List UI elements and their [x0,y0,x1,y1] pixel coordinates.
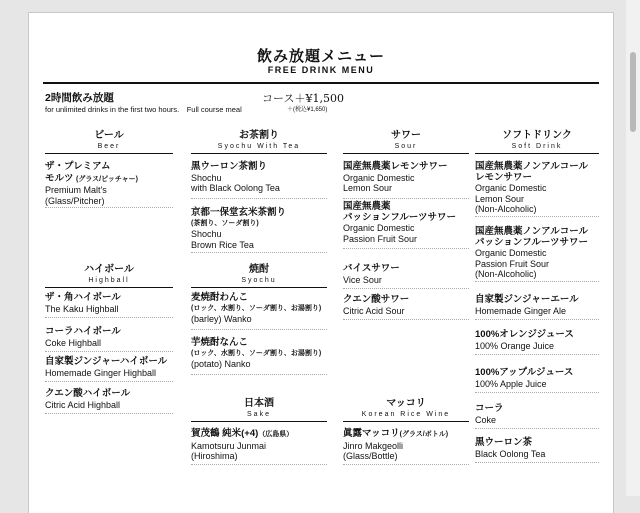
item-name-jp: 自家製ジンジャーハイボール [45,356,168,367]
item-name-en: (barley) Wanko [191,314,252,324]
item-name-en: Jinro Makgeolli [343,440,404,451]
item-note: (グラス/ピッチャー) [76,175,138,183]
section-subtitle: Beer [45,142,173,154]
item-name-en: Homemade Ginger Ale [475,305,567,316]
item-name-jp: パッションフルーツサワー [343,211,457,223]
item-name-en: Coke Highball [45,337,102,348]
menu-item-jinro-makgeolli [343,428,469,465]
menu-item-vice-sour [343,264,469,289]
scrollbar[interactable] [626,0,640,496]
menu-item-black-oolong-tea [475,438,599,463]
item-name-jp: クエン酸ハイボール [45,388,131,399]
item-name-en: Citric Acid Sour [343,305,405,316]
menu-item-wanko [191,293,327,330]
section-soft-drink [475,130,599,154]
item-name-en: 100% Orange Juice [475,340,555,351]
item-name-en: Organic Domestic [475,183,547,193]
course-tax: ＋(税込¥1,650) [287,107,328,113]
menu-item-coke [475,404,599,429]
item-name-en: (Non-Alcoholic) [475,269,537,279]
item-name-en: Black Oolong Tea [475,448,546,459]
course-price: コース＋¥1,500 [262,92,344,105]
section-title: ソフトドリンク [502,130,572,141]
section-title: お茶割り [239,130,279,141]
item-name-jp: レモンサワー [475,171,533,183]
item-name-en: Lemon Sour [475,193,525,204]
item-name-en: Shochu [191,229,222,239]
item-name-jp: 芋焼酎なんこ [191,337,249,348]
course-name: 2時間飲み放題 [45,92,114,104]
item-name-jp: モルツ [45,172,74,184]
menu-item-passion-fruit-sour [343,202,469,249]
menu-item-brown-rice-tea-shochu [191,208,327,253]
item-note: (ロック、水割り、ソーダ割り、お湯割り) [191,304,322,312]
item-name-en: Brown Rice Tea [191,239,254,250]
menu-title: 飲み放題メニュー [256,48,385,65]
item-name-en: Vice Sour [343,274,382,285]
scroll-thumb[interactable] [630,52,636,132]
section-makgeolli [343,398,469,422]
section-sake [191,398,327,422]
item-name-jp: 国産無農薬レモンサワー [343,161,448,172]
menu-item-nanko [191,338,327,375]
menu-item-citric-highball [45,389,173,414]
section-highball [45,264,173,288]
section-subtitle: Sour [343,142,469,154]
section-title: 焼酎 [249,264,269,275]
item-name-en: Organic Domestic [343,223,415,233]
item-name-en: (Non-Alcoholic) [475,204,537,214]
item-name-en: Organic Domestic [343,172,415,183]
menu-item-coke-highball [45,327,173,352]
item-name-jp: ザ・プレミアム [45,161,111,172]
item-name-jp: ザ・角ハイボール [45,292,121,303]
section-sour [343,130,469,154]
item-name-en: (Glass/Bottle) [343,451,398,461]
item-name-jp: 黒ウーロン茶割り [191,161,268,172]
item-name-jp: コーラ [475,403,504,414]
menu-item-na-lemon-sour [475,162,599,217]
section-title: ハイボール [84,264,134,275]
section-tea [191,130,327,154]
section-shochu [191,264,327,288]
item-name-jp: クエン酸サワー [343,294,410,305]
menu-item-lemon-sour [343,162,469,199]
item-name-en: Passion Fruit Sour [343,233,418,244]
item-name-jp: コーラハイボール [45,326,121,337]
item-name-en: Organic Domestic [475,248,547,258]
item-name-en: (potato) Nanko [191,359,251,369]
divider [43,82,599,84]
menu-card [28,12,614,513]
section-subtitle: Soft Drink [475,142,599,154]
item-name-en: Passion Fruit Sour [475,258,550,269]
item-name-en: Lemon Sour [343,183,393,193]
section-title: 日本酒 [244,398,274,409]
item-name-jp: 眞露マッコリ [343,428,400,439]
item-name-jp: 麦焼酎わんこ [191,292,249,303]
menu-item-kamotsuru [191,428,327,465]
section-title: マッコリ [386,398,426,409]
item-name-en: The Kaku Highball [45,303,119,314]
menu-subtitle: FREE DRINK MENU [267,65,375,75]
item-name-jp: 京都一保堂玄米茶割り [191,207,287,218]
course-description: for unlimited drinks in the first two hours. Full course meal [45,105,242,114]
menu-item-na-passion-fruit-sour [475,227,599,282]
item-note: (ロック、水割り、ソーダ割り、お湯割り) [191,349,322,357]
item-name-en: (Hiroshima) [191,451,238,461]
item-name-en: Citric Acid Highball [45,399,121,410]
item-name-en: (Glass/Pitcher) [45,195,105,206]
item-note: (グラス/ボトル) [399,431,449,438]
item-name-jp: パッションフルーツサワー [475,236,589,248]
item-name-jp: バイスサワー [343,263,400,274]
item-name-jp: 黒ウーロン茶 [475,437,533,448]
item-name-en: Kamotsuru Junmai [191,440,267,451]
menu-item-citric-sour [343,295,469,320]
section-subtitle: Syochu [191,276,327,288]
item-name-jp: 国産無農薬 [343,201,391,212]
section-subtitle: Syochu With Tea [191,142,327,154]
item-name-en: with Black Oolong Tea [191,183,280,193]
menu-item-premium-malts [45,162,173,208]
section-title: サワー [391,130,421,141]
menu-item-ginger-ale [475,295,599,320]
menu-item-apple-juice [475,368,599,393]
item-name-jp: 賀茂鶴 純米(+4) [191,428,259,439]
item-name-jp: 自家製ジンジャーエール [475,294,579,305]
item-name-en: Homemade Ginger Highball [45,367,157,378]
item-name-en: 100% Apple Juice [475,378,547,389]
item-name-en: Coke [475,414,497,425]
item-name-jp: 国産無農薬ノンアルコール [475,226,589,237]
item-name-jp: 国産無農薬ノンアルコール [475,161,589,172]
menu-item-orange-juice [475,330,599,355]
item-name-en: Shochu [191,172,222,183]
menu-item-black-oolong-shochu [191,162,327,199]
item-name-jp: 100%オレンジジュース [475,329,574,340]
section-title: ビール [94,130,124,141]
section-beer [45,130,173,154]
item-note: （広島県） [258,431,294,438]
menu-item-kaku-highball [45,293,173,318]
section-subtitle: Sake [191,410,327,422]
section-subtitle: Korean Rice Wine [343,410,469,422]
item-name-jp: 100%アップルジュース [475,367,574,378]
item-note: (茶割り、ソーダ割り) [191,219,259,227]
section-subtitle: Highball [45,276,173,288]
item-name-en: Premium Malt's [45,185,107,195]
menu-item-ginger-highball [45,357,173,382]
